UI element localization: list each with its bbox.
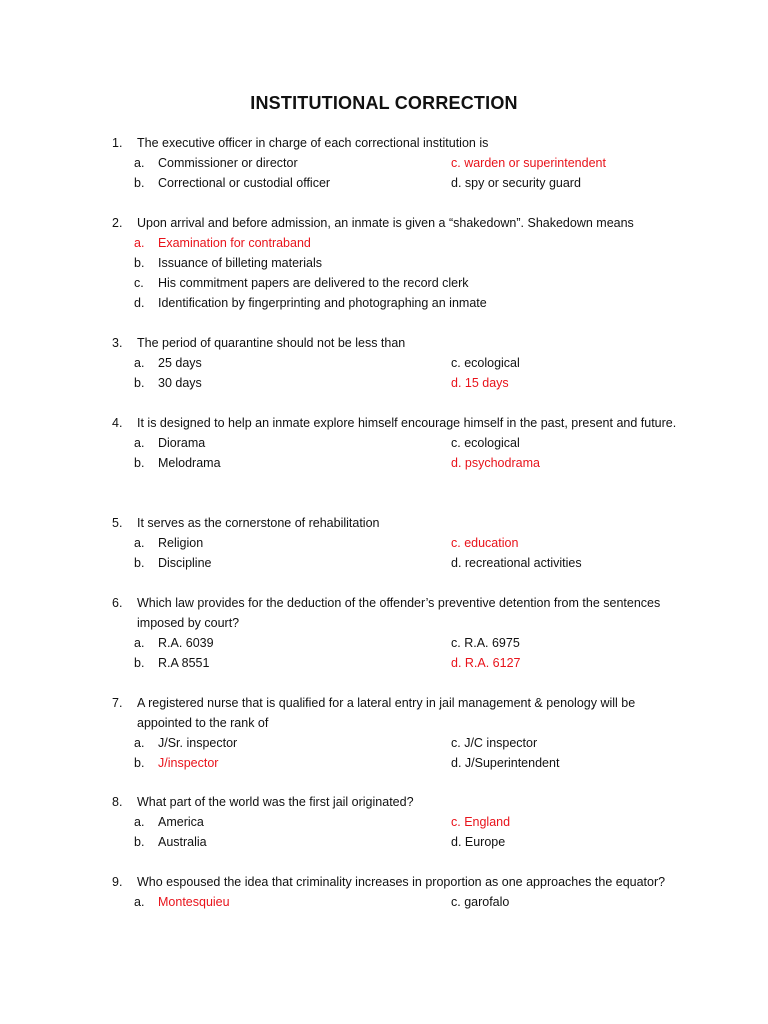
option-letter: b. (134, 456, 145, 470)
option-letter: b. (134, 656, 145, 670)
question-text: It serves as the cornerstone of rehabilitation (137, 516, 380, 530)
option-letter: a. (134, 895, 145, 909)
option-letter: a. (134, 536, 145, 550)
option-d: Identification by fingerprinting and photographing an inmate (158, 296, 487, 310)
question-number: 5. (112, 516, 123, 530)
question-7 (112, 693, 682, 773)
option-d: d. recreational activities (451, 556, 582, 570)
option-letter: b. (134, 176, 145, 190)
question-text: Upon arrival and before admission, an inmate is given a “shakedown”. Shakedown means (137, 216, 634, 230)
option-letter: b. (134, 835, 145, 849)
question-text: The period of quarantine should not be less than (137, 336, 406, 350)
option-a: 25 days (158, 356, 202, 370)
option-a: America (158, 815, 204, 829)
option-letter: d. (134, 296, 145, 310)
question-number: 3. (112, 336, 123, 350)
question-text: The executive officer in charge of each correctional institution is (137, 136, 489, 150)
option-c: c. garofalo (451, 895, 510, 909)
question-number: 8. (112, 795, 123, 809)
option-d: d. spy or security guard (451, 176, 581, 190)
option-b: Australia (158, 835, 207, 849)
page-title: INSTITUTIONAL CORRECTION (250, 93, 518, 113)
question-1 (112, 133, 682, 193)
option-c: c. R.A. 6975 (451, 636, 520, 650)
option-c: c. ecological (451, 356, 520, 370)
question-2 (112, 213, 682, 313)
question-number: 4. (112, 416, 123, 430)
question-5 (112, 513, 682, 573)
question-4 (112, 413, 682, 473)
question-6 (112, 593, 682, 673)
option-c-answer: c. England (451, 815, 511, 829)
option-c-answer: c. warden or superintendent (451, 156, 606, 170)
option-letter: a. (134, 815, 145, 829)
option-letter: a. (134, 156, 145, 170)
question-text: What part of the world was the first jail originated? (137, 795, 414, 809)
option-a: R.A. 6039 (158, 636, 214, 650)
option-b: Correctional or custodial officer (158, 176, 331, 190)
option-c: His commitment papers are delivered to the record clerk (158, 276, 469, 290)
option-letter: b. (134, 556, 145, 570)
question-text: A registered nurse that is qualified for a lateral entry in jail management & penology will be appointed to the rank of (137, 696, 636, 730)
option-letter: a. (134, 356, 145, 370)
question-number: 6. (112, 596, 123, 610)
question-text: It is designed to help an inmate explore himself encourage himself in the past, present and future. (137, 416, 677, 430)
option-letter: c. (134, 276, 144, 290)
option-b: 30 days (158, 376, 202, 390)
question-number: 2. (112, 216, 123, 230)
option-b: Melodrama (158, 456, 221, 470)
option-letter: a. (134, 736, 145, 750)
option-c: c. J/C inspector (451, 736, 538, 750)
option-a: Diorama (158, 436, 206, 450)
option-d-answer: d. R.A. 6127 (451, 656, 521, 670)
question-number: 9. (112, 875, 123, 889)
question-3 (112, 333, 682, 393)
option-b: Discipline (158, 556, 212, 570)
question-text: Who espoused the idea that criminality increases in proportion as one approaches the equator? (137, 875, 666, 889)
option-b-answer: J/inspector (158, 756, 219, 770)
option-a-answer: Montesquieu (158, 895, 230, 909)
option-a: J/Sr. inspector (158, 736, 238, 750)
question-text: Which law provides for the deduction of the offender’s preventive detention from the sentences imposed by court? (137, 596, 661, 630)
question-number: 7. (112, 696, 123, 710)
option-a-answer: Examination for contraband (158, 236, 311, 250)
option-letter: a. (134, 636, 145, 650)
option-a: Religion (158, 536, 204, 550)
option-c: c. ecological (451, 436, 520, 450)
option-d-answer: d. 15 days (451, 376, 509, 390)
option-c-answer: c. education (451, 536, 519, 550)
question-8 (112, 792, 682, 852)
option-letter: a. (134, 236, 145, 250)
option-b: R.A 8551 (158, 656, 210, 670)
option-d: d. Europe (451, 835, 506, 849)
option-letter: a. (134, 436, 145, 450)
option-d-answer: d. psychodrama (451, 456, 540, 470)
option-d: d. J/Superintendent (451, 756, 560, 770)
question-9 (112, 872, 682, 912)
option-b: Issuance of billeting materials (158, 256, 322, 270)
option-letter: b. (134, 756, 145, 770)
option-letter: b. (134, 256, 145, 270)
option-a: Commissioner or director (158, 156, 298, 170)
option-letter: b. (134, 376, 145, 390)
question-number: 1. (112, 136, 123, 150)
